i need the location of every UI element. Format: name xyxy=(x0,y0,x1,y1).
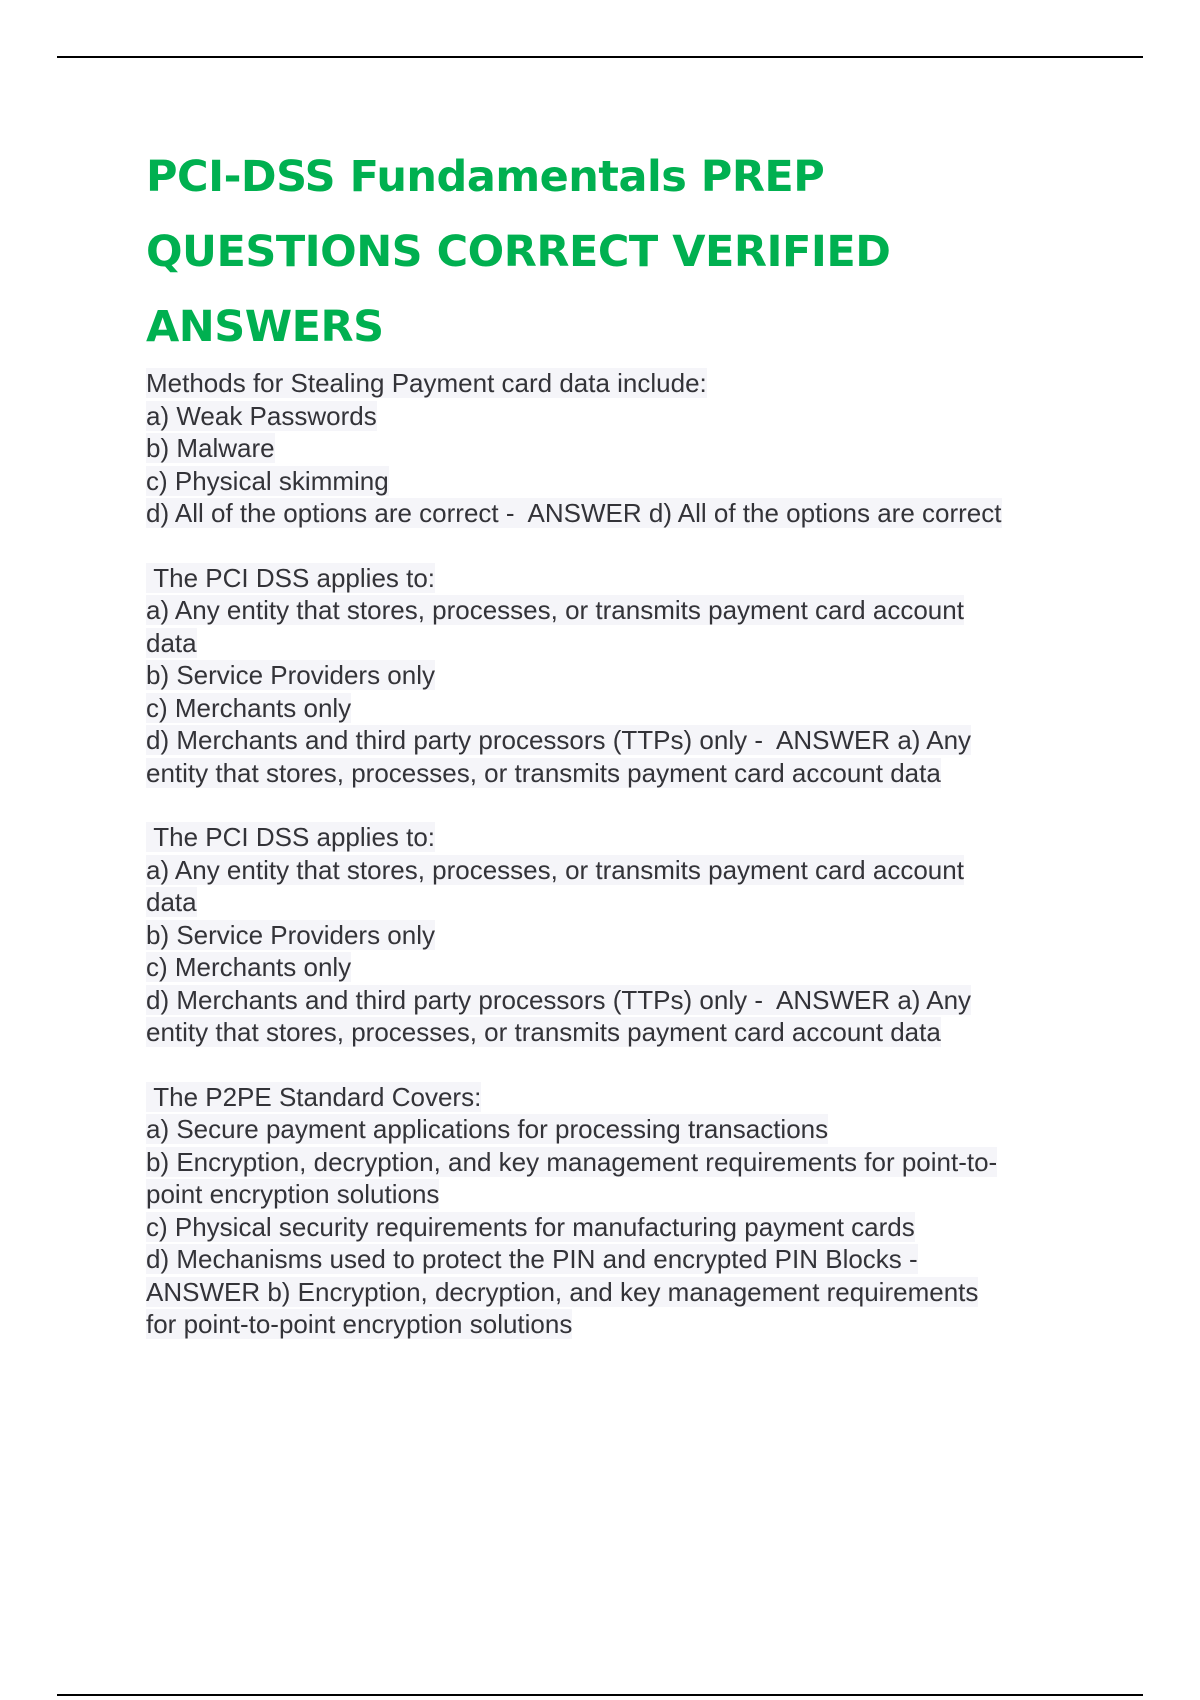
block-spacer xyxy=(146,530,1096,562)
option-c: c) Physical skimming xyxy=(146,465,389,496)
option-c: c) Physical security requirements for manufacturing payment cards xyxy=(146,1211,915,1242)
block-spacer xyxy=(146,789,1096,821)
question-text: Methods for Stealing Payment card data include: xyxy=(146,368,707,398)
question-block xyxy=(146,562,1096,790)
answer-continued: entity that stores, processes, or transmits payment card account data xyxy=(146,757,941,788)
option-d: d) Mechanisms used to protect the PIN and encrypted PIN Blocks - xyxy=(146,1244,918,1274)
answer-continued: entity that stores, processes, or transmits payment card account data xyxy=(146,1017,941,1047)
option-a: a) Any entity that stores, processes, or transmits payment card account xyxy=(146,595,964,625)
question-block xyxy=(146,821,1096,1049)
title-line: PCI-DSS Fundamentals PREP xyxy=(146,152,825,202)
question-text: The PCI DSS applies to: xyxy=(146,562,436,593)
option-b: b) Encryption, decryption, and key management requirements for point-to- xyxy=(146,1146,998,1177)
question-block xyxy=(146,367,1096,530)
option-d-answer: d) Merchants and third party processors (TTPs) only - ANSWER a) Any xyxy=(146,725,972,755)
document-title xyxy=(146,140,1096,365)
option-a-continued: data xyxy=(146,887,197,917)
option-d-answer: d) All of the options are correct - ANSWER d) All of the options are correct xyxy=(146,498,1002,528)
document-body xyxy=(146,140,1096,1341)
question-block xyxy=(146,1081,1096,1341)
option-b: b) Service Providers only xyxy=(146,660,435,690)
option-b-continued: point encryption solutions xyxy=(146,1179,440,1209)
option-a: a) Secure payment applications for processing transactions xyxy=(146,1114,829,1144)
title-line: ANSWERS xyxy=(146,302,384,352)
title-line: QUESTIONS CORRECT VERIFIED xyxy=(146,227,891,277)
answer-continued: for point-to-point encryption solutions xyxy=(146,1309,573,1339)
question-text: The P2PE Standard Covers: xyxy=(146,1081,482,1112)
option-c: c) Merchants only xyxy=(146,692,352,723)
answer: ANSWER b) Encryption, decryption, and key management requirements xyxy=(146,1276,979,1307)
option-a: a) Weak Passwords xyxy=(146,400,377,431)
footer-rule xyxy=(57,1694,1143,1696)
header-rule xyxy=(57,56,1143,58)
option-c: c) Merchants only xyxy=(146,952,352,982)
option-a: a) Any entity that stores, processes, or transmits payment card account xyxy=(146,854,964,885)
option-a-continued: data xyxy=(146,627,197,658)
option-b: b) Malware xyxy=(146,433,275,463)
option-b: b) Service Providers only xyxy=(146,919,435,950)
block-spacer xyxy=(146,1049,1096,1081)
question-text: The PCI DSS applies to: xyxy=(146,822,436,852)
option-d-answer: d) Merchants and third party processors (TTPs) only - ANSWER a) Any xyxy=(146,984,972,1015)
